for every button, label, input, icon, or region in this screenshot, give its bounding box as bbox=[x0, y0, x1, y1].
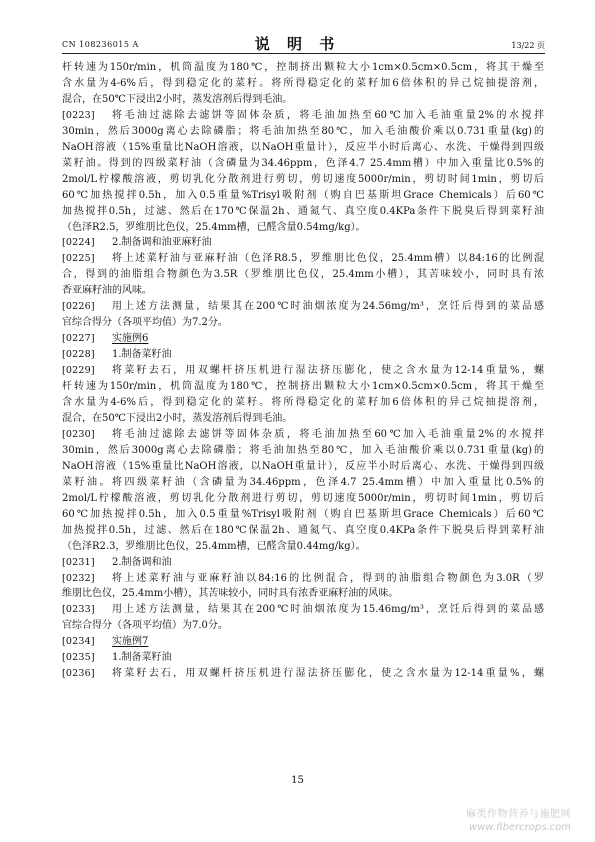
paragraph-text: 菜籽油。将四级菜籽油（含磷量为34.46ppm，色泽4.7 25.4mm槽）中加入重量比0.5%的 bbox=[62, 476, 544, 488]
paragraph-continuation-line bbox=[62, 220, 544, 236]
paragraph-continuation-line bbox=[62, 523, 544, 539]
paragraph-continuation-line bbox=[62, 140, 544, 156]
paragraph-text: 官综合得分（各项平均值）为7.0分。 bbox=[62, 620, 228, 632]
numbered-paragraph-line bbox=[62, 634, 544, 650]
paragraph-number: [0228] bbox=[62, 349, 95, 361]
paragraph-continuation-line bbox=[62, 76, 544, 92]
page-indicator: 13/22 页 bbox=[511, 41, 545, 50]
paragraph-text: 2.制备调和油亚麻籽油 bbox=[112, 237, 212, 249]
paragraph-text: 将毛油过滤除去滤饼等固体杂质，将毛油加热至60℃加入毛油重量2%的水搅拌 bbox=[112, 428, 544, 440]
paragraph-text: 将上述菜籽油与亚麻籽油以84:16的比例混合，得到的油脂组合物颜色为3.0R（罗 bbox=[112, 572, 544, 584]
paragraph-continuation-line bbox=[62, 459, 544, 475]
paragraph-text: 60℃加热搅拌0.5h，加入0.5重量%Trisyl吸附剂（购自巴基斯坦Grace Chemicals）后60℃ bbox=[62, 189, 544, 201]
paragraph-text: NaOH溶液（15%重量比NaOH溶液，以NaOH重量计），反应半小时后离心、水洗、干燥得到四级 bbox=[62, 141, 544, 153]
paragraph-number: [0232] bbox=[62, 572, 95, 584]
numbered-paragraph-line bbox=[62, 331, 544, 347]
numbered-paragraph-line bbox=[62, 363, 544, 379]
paragraph-continuation-line bbox=[62, 475, 544, 491]
numbered-paragraph-line bbox=[62, 235, 544, 251]
paragraph-continuation-line bbox=[62, 443, 544, 459]
paragraph-number: [0235] bbox=[62, 652, 95, 664]
header-divider bbox=[62, 53, 545, 54]
paragraph-text: 2.制备调和油 bbox=[112, 556, 172, 568]
paragraph-text: 2mol/L柠檬酸溶液，剪切乳化分散剂进行剪切，剪切速度5000r/min，剪切时间1min，剪切后 bbox=[62, 492, 544, 504]
paragraph-number: [0230] bbox=[62, 428, 95, 440]
numbered-paragraph-line bbox=[62, 571, 544, 587]
numbered-paragraph-line bbox=[62, 602, 544, 618]
paragraph-text: 60℃加热搅拌0.5h，加入0.5重量%Trisyl吸附剂（购自巴基斯坦Grace Chemicals）后60℃ bbox=[62, 508, 544, 520]
numbered-paragraph-line bbox=[62, 299, 544, 315]
paragraph-text: 加热搅拌0.5h，过滤、然后在180℃保温2h、通氮气、真空度0.4KPa条件下脱臭后得到菜籽油 bbox=[62, 524, 544, 536]
section-heading-text: 实施例7 bbox=[112, 636, 149, 648]
paragraph-text: 合，得到的油脂组合物颜色为3.5R（罗维朋比色仪，25.4mm小槽），其苦味较小，同时具有浓 bbox=[62, 269, 544, 281]
paragraph-text: 杆转速为150r/min，机筒温度为180℃，控制挤出颗粒大小1cm×0.5cm×0.5cm，将其干燥至 bbox=[62, 381, 544, 393]
paragraph-continuation-line bbox=[62, 124, 544, 140]
paragraph-number: [0229] bbox=[62, 365, 95, 377]
paragraph-number: [0223] bbox=[62, 109, 95, 121]
paragraph-text: 将毛油过滤除去滤饼等固体杂质，将毛油加热至60℃加入毛油重量2%的水搅拌 bbox=[112, 109, 544, 121]
paragraph-text: 用上述方法测量，结果其在200℃时油烟浓度为24.56mg/m³，烹饪后得到的菜品感 bbox=[112, 301, 544, 313]
page-number: 15 bbox=[291, 775, 304, 786]
watermark-url: www.fibercrops.com bbox=[469, 822, 571, 833]
paragraph-text: 香亚麻籽油的风味。 bbox=[62, 285, 152, 297]
paragraph-text: 官综合得分（各项平均值）为7.2分。 bbox=[62, 317, 228, 329]
paragraph-number: [0236] bbox=[62, 668, 95, 680]
paragraph-text: 1.制备菜籽油 bbox=[112, 349, 172, 361]
numbered-paragraph-line bbox=[62, 555, 544, 571]
paragraph-text: 维朋比色仪，25.4mm小槽），其苦味较小，同时具有浓香亚麻籽油的风味。 bbox=[62, 588, 399, 600]
paragraph-number: [0234] bbox=[62, 636, 95, 648]
paragraph-text: （色泽R2.5，罗维朋比色仪，25.4mm槽，已醛含量0.54mg/kg）。 bbox=[62, 221, 366, 233]
paragraph-continuation-line bbox=[62, 204, 544, 220]
paragraph-text: 2mol/L柠檬酸溶液，剪切乳化分散剂进行剪切，剪切速度5000r/min，剪切时间1min，剪切后 bbox=[62, 173, 544, 185]
paragraph-continuation-line bbox=[62, 283, 544, 299]
numbered-paragraph-line bbox=[62, 650, 544, 666]
paragraph-text: 含水量为4-6%后，得到稳定化的菜籽。将所得稳定化的菜籽加6倍体积的异己烷抽提溶剂， bbox=[62, 397, 544, 409]
paragraph-continuation-line bbox=[62, 267, 544, 283]
paragraph-continuation-line bbox=[62, 586, 544, 602]
watermark bbox=[466, 808, 571, 834]
paragraph-text: NaOH溶液（15%重量比NaOH溶液，以NaOH重量计），反应半小时后离心、水洗、干燥得到四级 bbox=[62, 460, 544, 472]
paragraph-text: 杆转速为150r/min，机筒温度为180℃，控制挤出颗粒大小1cm×0.5cm×0.5cm，将其干燥至 bbox=[62, 62, 544, 73]
paragraph-text: 将上述菜籽油与亚麻籽油（色泽R8.5，罗维朋比色仪，25.4mm槽）以84:16的比例混 bbox=[112, 253, 544, 265]
paragraph-text: 将菜籽去石，用双螺杆挤压机进行湿法挤压膨化，使之含水量为12-14重量%，螺 bbox=[112, 668, 544, 680]
paragraph-continuation-line bbox=[62, 315, 544, 331]
paragraph-number: [0226] bbox=[62, 301, 95, 313]
paragraph-continuation-line bbox=[62, 411, 544, 427]
paragraph-text: 用上述方法测量，结果其在200℃时油烟浓度为15.46mg/m³，烹饪后得到的菜品感 bbox=[112, 604, 544, 616]
paragraph-continuation-line bbox=[62, 491, 544, 507]
numbered-paragraph-line bbox=[62, 251, 544, 267]
section-heading-text: 实施例6 bbox=[112, 333, 149, 345]
patent-number: CN 108236015 A bbox=[62, 40, 139, 49]
numbered-paragraph-line bbox=[62, 427, 544, 443]
paragraph-text: 1.制备菜籽油 bbox=[112, 652, 172, 664]
paragraph-number: [0227] bbox=[62, 333, 95, 345]
paragraph-text: 混合，在50℃下浸出2小时，蒸发溶剂后得到毛油。 bbox=[62, 93, 293, 105]
document-body bbox=[62, 60, 544, 682]
paragraph-text: 含水量为4-6%后，得到稳定化的菜籽。将所得稳定化的菜籽加6倍体积的异己烷抽提溶剂， bbox=[62, 77, 544, 89]
paragraph-text: 混合，在50℃下浸出2小时，蒸发溶剂后得到毛油。 bbox=[62, 412, 293, 424]
paragraph-continuation-line bbox=[62, 60, 544, 76]
paragraph-text: 30min，然后3000g离心去除磷脂；将毛油加热至80℃，加入毛油酸价乘以0.731重量(kg)的 bbox=[62, 125, 544, 137]
paragraph-text: 菜籽油。得到的四级菜籽油（含磷量为34.46ppm，色泽4.7 25.4mm槽）中加入重量比0.5%的 bbox=[62, 157, 544, 169]
paragraph-number: [0224] bbox=[62, 237, 95, 249]
paragraph-text: （色泽R2.3，罗维朋比色仪，25.4mm槽，已醛含量0.44mg/kg）。 bbox=[62, 540, 366, 552]
paragraph-text: 将菜籽去石，用双螺杆挤压机进行湿法挤压膨化，使之含水量为12-14重量%，螺 bbox=[112, 365, 544, 377]
paragraph-number: [0231] bbox=[62, 556, 95, 568]
watermark-site-name: 麻类作物营养与施肥网 bbox=[466, 809, 571, 820]
numbered-paragraph-line bbox=[62, 666, 544, 682]
paragraph-continuation-line bbox=[62, 188, 544, 204]
paragraph-continuation-line bbox=[62, 395, 544, 411]
paragraph-number: [0233] bbox=[62, 604, 95, 616]
paragraph-number: [0225] bbox=[62, 253, 95, 265]
paragraph-continuation-line bbox=[62, 156, 544, 172]
paragraph-text: 30min，然后3000g离心去除磷脂；将毛油加热至80℃，加入毛油酸价乘以0.731重量(kg)的 bbox=[62, 444, 544, 456]
paragraph-continuation-line bbox=[62, 172, 544, 188]
numbered-paragraph-line bbox=[62, 108, 544, 124]
paragraph-continuation-line bbox=[62, 618, 544, 634]
paragraph-continuation-line bbox=[62, 539, 544, 555]
numbered-paragraph-line bbox=[62, 347, 544, 363]
paragraph-continuation-line bbox=[62, 507, 544, 523]
paragraph-continuation-line bbox=[62, 379, 544, 395]
paragraph-continuation-line bbox=[62, 92, 544, 108]
document-title: 说 明 书 bbox=[254, 35, 341, 53]
paragraph-text: 加热搅拌0.5h，过滤、然后在170℃保温2h、通氮气、真空度0.4KPa条件下脱臭后得到菜籽油 bbox=[62, 205, 544, 217]
